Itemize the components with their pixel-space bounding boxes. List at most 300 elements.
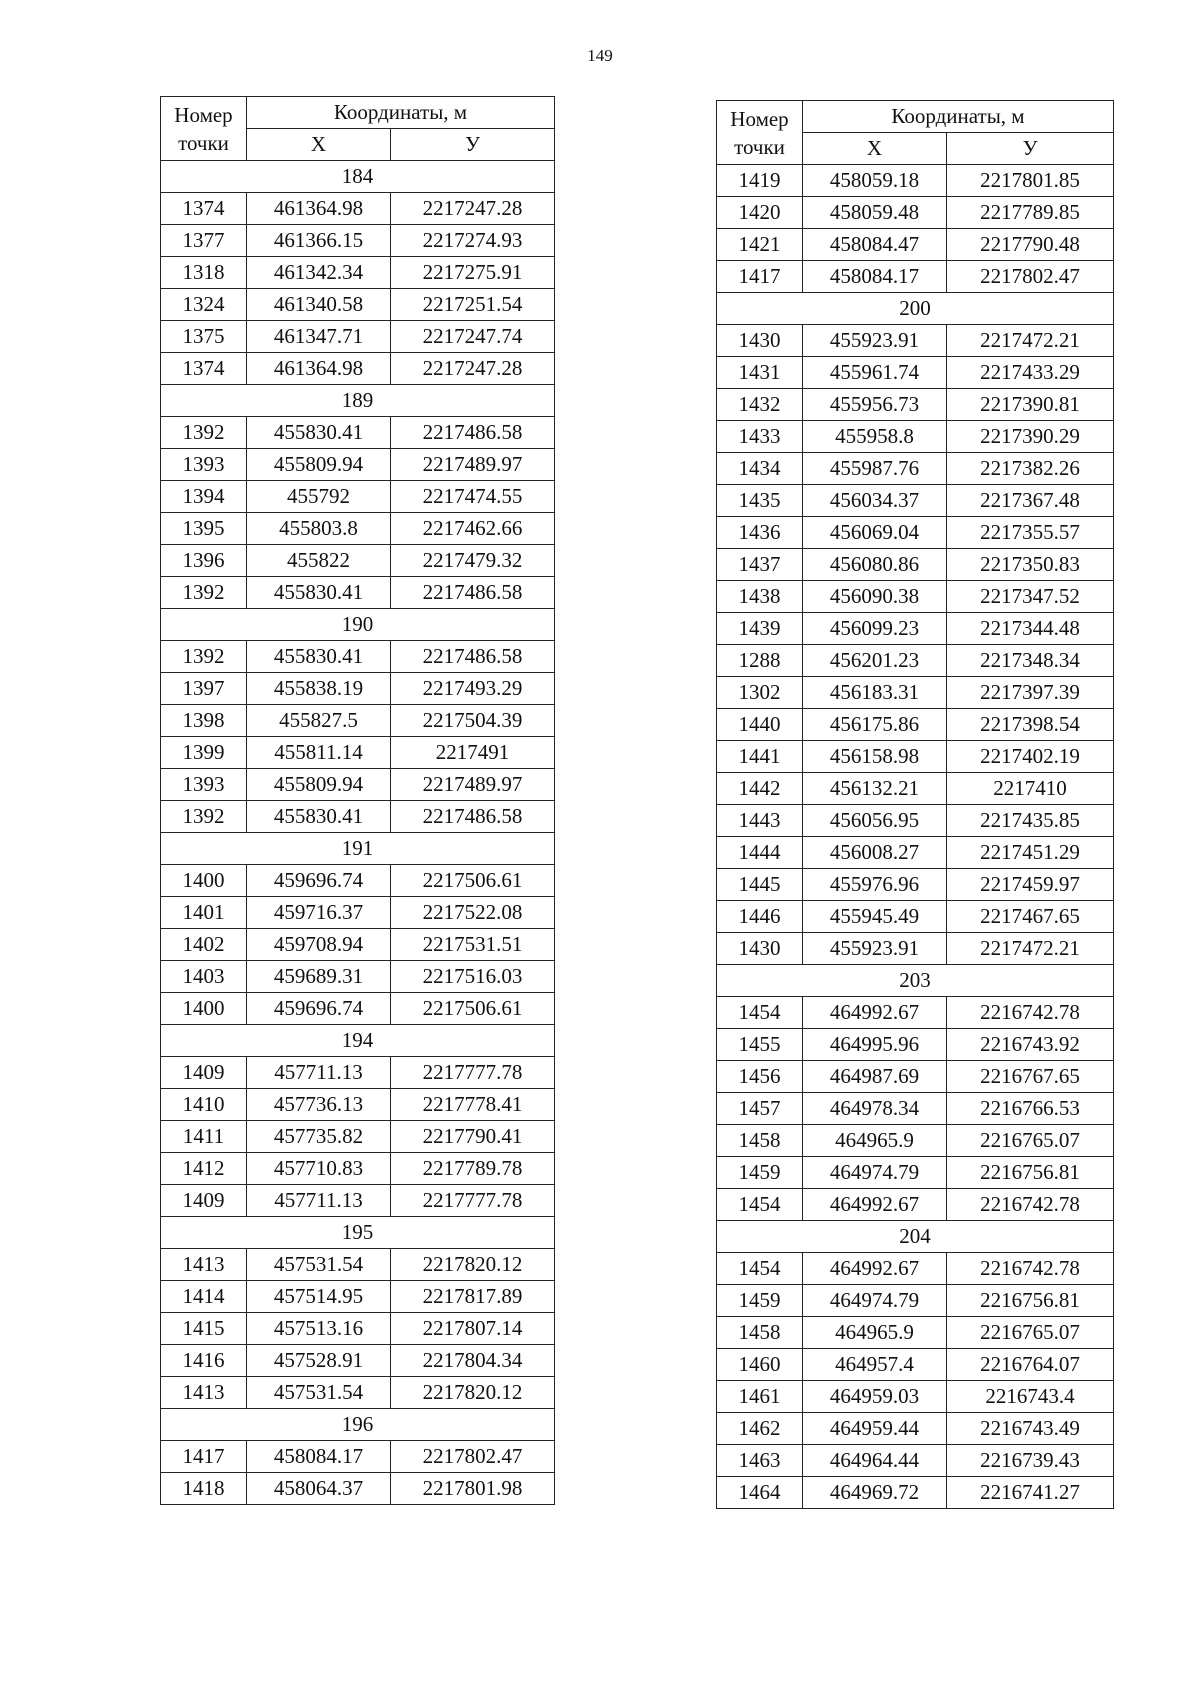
- point-number-cell: 1436: [717, 517, 803, 549]
- point-number-cell: 1458: [717, 1125, 803, 1157]
- point-number-cell: 1454: [717, 1253, 803, 1285]
- y-coordinate-cell: 2217817.89: [391, 1281, 555, 1313]
- table-row: [717, 197, 1114, 229]
- point-number-cell: 1458: [717, 1317, 803, 1349]
- group-number: 195: [161, 1217, 555, 1249]
- table-row: [717, 1381, 1114, 1413]
- point-number-cell: 1324: [161, 289, 247, 321]
- coordinates-table-left: [160, 96, 555, 1505]
- y-coordinate-cell: 2217486.58: [391, 641, 555, 673]
- table-row: [161, 1121, 555, 1153]
- table-row: [717, 613, 1114, 645]
- x-coordinate-cell: 457531.54: [247, 1249, 391, 1281]
- point-number-cell: 1446: [717, 901, 803, 933]
- group-header-row: [717, 293, 1114, 325]
- group-header-row: [717, 965, 1114, 997]
- y-coordinate-cell: 2216743.4: [947, 1381, 1114, 1413]
- x-coordinate-cell: 464965.9: [803, 1317, 947, 1349]
- table-row: [717, 549, 1114, 581]
- point-number-cell: 1374: [161, 353, 247, 385]
- point-number-cell: 1430: [717, 933, 803, 965]
- group-header-row: [161, 161, 555, 193]
- table-body-right: [717, 165, 1114, 1509]
- table-row: [717, 517, 1114, 549]
- x-coordinate-cell: 455923.91: [803, 933, 947, 965]
- y-coordinate-cell: 2217462.66: [391, 513, 555, 545]
- table-row: [717, 1317, 1114, 1349]
- point-number-cell: 1412: [161, 1153, 247, 1185]
- table-row: [161, 1057, 555, 1089]
- y-coordinate-cell: 2217486.58: [391, 577, 555, 609]
- coordinates-table-right: [716, 100, 1114, 1509]
- point-number-cell: 1456: [717, 1061, 803, 1093]
- y-coordinate-cell: 2217531.51: [391, 929, 555, 961]
- y-coordinate-cell: 2217435.85: [947, 805, 1114, 837]
- point-number-cell: 1459: [717, 1157, 803, 1189]
- point-number-cell: 1409: [161, 1185, 247, 1217]
- y-coordinate-cell: 2217251.54: [391, 289, 555, 321]
- point-number-cell: 1394: [161, 481, 247, 513]
- table-row: [161, 1153, 555, 1185]
- point-number-cell: 1464: [717, 1477, 803, 1509]
- point-number-cell: 1463: [717, 1445, 803, 1477]
- point-number-cell: 1437: [717, 549, 803, 581]
- point-number-cell: 1417: [717, 261, 803, 293]
- y-coordinate-cell: 2217474.55: [391, 481, 555, 513]
- table-row: [161, 417, 555, 449]
- point-number-cell: 1400: [161, 865, 247, 897]
- x-coordinate-cell: 464992.67: [803, 997, 947, 1029]
- table-row: [161, 801, 555, 833]
- y-coordinate-cell: 2216742.78: [947, 997, 1114, 1029]
- point-number-cell: 1441: [717, 741, 803, 773]
- y-coordinate-cell: 2217778.41: [391, 1089, 555, 1121]
- x-coordinate-cell: 464978.34: [803, 1093, 947, 1125]
- y-coordinate-cell: 2217489.97: [391, 449, 555, 481]
- y-coordinate-cell: 2217348.34: [947, 645, 1114, 677]
- y-coordinate-cell: 2217504.39: [391, 705, 555, 737]
- x-header: Х: [803, 133, 947, 165]
- header-number-line2: точки: [734, 134, 785, 159]
- point-number-cell: 1401: [161, 897, 247, 929]
- point-number-cell: 1430: [717, 325, 803, 357]
- point-number-cell: 1392: [161, 417, 247, 449]
- header-number-line2: точки: [178, 130, 229, 155]
- y-coordinate-cell: 2217247.28: [391, 353, 555, 385]
- y-coordinate-cell: 2217801.98: [391, 1473, 555, 1505]
- table-row: [717, 421, 1114, 453]
- table-row: [161, 737, 555, 769]
- x-coordinate-cell: 456158.98: [803, 741, 947, 773]
- x-coordinate-cell: 455809.94: [247, 769, 391, 801]
- y-coordinate-cell: 2217451.29: [947, 837, 1114, 869]
- table-row: [717, 581, 1114, 613]
- table-row: [161, 193, 555, 225]
- x-coordinate-cell: 458059.18: [803, 165, 947, 197]
- point-number-cell: 1409: [161, 1057, 247, 1089]
- group-header-row: [161, 833, 555, 865]
- x-coordinate-cell: 456175.86: [803, 709, 947, 741]
- x-coordinate-cell: 464987.69: [803, 1061, 947, 1093]
- x-coordinate-cell: 455827.5: [247, 705, 391, 737]
- table-row: [161, 257, 555, 289]
- y-coordinate-cell: 2217410: [947, 773, 1114, 805]
- y-coordinate-cell: 2216742.78: [947, 1253, 1114, 1285]
- point-number-cell: 1392: [161, 641, 247, 673]
- x-coordinate-cell: 455792: [247, 481, 391, 513]
- table-row: [717, 357, 1114, 389]
- y-coordinate-cell: 2217467.65: [947, 901, 1114, 933]
- y-coordinate-cell: 2216764.07: [947, 1349, 1114, 1381]
- y-coordinate-cell: 2217472.21: [947, 325, 1114, 357]
- header-number-line1: Номер: [174, 102, 233, 127]
- point-number-cell: 1374: [161, 193, 247, 225]
- table-row: [161, 545, 555, 577]
- point-number-cell: 1444: [717, 837, 803, 869]
- x-coordinate-cell: 457735.82: [247, 1121, 391, 1153]
- x-coordinate-cell: 457711.13: [247, 1057, 391, 1089]
- point-number-cell: 1413: [161, 1377, 247, 1409]
- point-number-cell: 1435: [717, 485, 803, 517]
- table-row: [717, 837, 1114, 869]
- table-row: [717, 1349, 1114, 1381]
- point-number-cell: 1393: [161, 769, 247, 801]
- point-number-cell: 1392: [161, 801, 247, 833]
- x-coordinate-cell: 455830.41: [247, 577, 391, 609]
- point-number-cell: 1438: [717, 581, 803, 613]
- coordinates-header: Координаты, м: [803, 101, 1114, 133]
- y-header: У: [947, 133, 1114, 165]
- table-row: [161, 321, 555, 353]
- table-row: [161, 1313, 555, 1345]
- point-number-cell: 1375: [161, 321, 247, 353]
- point-number-cell: 1459: [717, 1285, 803, 1317]
- y-coordinate-cell: 2217486.58: [391, 417, 555, 449]
- table-row: [717, 645, 1114, 677]
- x-coordinate-cell: 461342.34: [247, 257, 391, 289]
- table-row: [161, 865, 555, 897]
- header-number-line1: Номер: [730, 106, 789, 131]
- point-number-cell: 1411: [161, 1121, 247, 1153]
- x-coordinate-cell: 464959.44: [803, 1413, 947, 1445]
- table-row: [717, 453, 1114, 485]
- point-number-cell: 1445: [717, 869, 803, 901]
- table-row: [161, 577, 555, 609]
- y-coordinate-cell: 2217789.85: [947, 197, 1114, 229]
- point-number-cell: 1415: [161, 1313, 247, 1345]
- table-row: [161, 449, 555, 481]
- x-coordinate-cell: 464969.72: [803, 1477, 947, 1509]
- point-number-cell: 1440: [717, 709, 803, 741]
- page-number: 149: [587, 46, 613, 65]
- y-coordinate-cell: 2216741.27: [947, 1477, 1114, 1509]
- point-number-cell: 1318: [161, 257, 247, 289]
- x-coordinate-cell: 458084.17: [247, 1441, 391, 1473]
- x-coordinate-cell: 461347.71: [247, 321, 391, 353]
- table-row: [161, 641, 555, 673]
- group-number: 191: [161, 833, 555, 865]
- y-coordinate-cell: 2217390.81: [947, 389, 1114, 421]
- table-row: [717, 997, 1114, 1029]
- point-number-cell: 1434: [717, 453, 803, 485]
- table-row: [161, 705, 555, 737]
- point-number-cell: 1377: [161, 225, 247, 257]
- table-row: [161, 673, 555, 705]
- group-number: 196: [161, 1409, 555, 1441]
- group-number: 194: [161, 1025, 555, 1057]
- point-number-cell: 1398: [161, 705, 247, 737]
- table-row: [161, 481, 555, 513]
- x-coordinate-cell: 461364.98: [247, 353, 391, 385]
- x-coordinate-cell: 455923.91: [803, 325, 947, 357]
- table-row: [717, 165, 1114, 197]
- table-row: [717, 229, 1114, 261]
- x-coordinate-cell: 464965.9: [803, 1125, 947, 1157]
- y-coordinate-cell: 2216765.07: [947, 1317, 1114, 1349]
- table-row: [717, 773, 1114, 805]
- table-row: [717, 933, 1114, 965]
- point-number-cell: 1443: [717, 805, 803, 837]
- y-coordinate-cell: 2217491: [391, 737, 555, 769]
- x-coordinate-cell: 457528.91: [247, 1345, 391, 1377]
- point-number-header: [161, 97, 247, 161]
- group-header-row: [161, 1025, 555, 1057]
- point-number-cell: 1417: [161, 1441, 247, 1473]
- y-coordinate-cell: 2216743.49: [947, 1413, 1114, 1445]
- x-coordinate-cell: 455803.8: [247, 513, 391, 545]
- y-coordinate-cell: 2217382.26: [947, 453, 1114, 485]
- table-body-left: [161, 161, 555, 1505]
- table-row: [717, 1413, 1114, 1445]
- table-row: [717, 1125, 1114, 1157]
- x-coordinate-cell: 464992.67: [803, 1189, 947, 1221]
- x-coordinate-cell: 455830.41: [247, 641, 391, 673]
- table-row: [161, 289, 555, 321]
- y-coordinate-cell: 2217489.97: [391, 769, 555, 801]
- group-number: 189: [161, 385, 555, 417]
- x-coordinate-cell: 455822: [247, 545, 391, 577]
- point-number-cell: 1396: [161, 545, 247, 577]
- x-coordinate-cell: 456080.86: [803, 549, 947, 581]
- x-coordinate-cell: 464974.79: [803, 1157, 947, 1189]
- y-coordinate-cell: 2217807.14: [391, 1313, 555, 1345]
- x-coordinate-cell: 455838.19: [247, 673, 391, 705]
- table-row: [717, 1029, 1114, 1061]
- table-row: [161, 929, 555, 961]
- y-coordinate-cell: 2217344.48: [947, 613, 1114, 645]
- table-row: [717, 1157, 1114, 1189]
- table-row: [161, 1249, 555, 1281]
- x-coordinate-cell: 459696.74: [247, 865, 391, 897]
- point-number-cell: 1455: [717, 1029, 803, 1061]
- table-row: [717, 901, 1114, 933]
- table-row: [717, 1445, 1114, 1477]
- y-coordinate-cell: 2217789.78: [391, 1153, 555, 1185]
- x-coordinate-cell: 461340.58: [247, 289, 391, 321]
- point-number-cell: 1399: [161, 737, 247, 769]
- table-row: [161, 513, 555, 545]
- point-number-cell: 1460: [717, 1349, 803, 1381]
- table-row: [717, 805, 1114, 837]
- point-number-cell: 1442: [717, 773, 803, 805]
- table-row: [161, 1377, 555, 1409]
- group-header-row: [717, 1221, 1114, 1253]
- x-coordinate-cell: 455830.41: [247, 417, 391, 449]
- y-coordinate-cell: 2217459.97: [947, 869, 1114, 901]
- y-coordinate-cell: 2217486.58: [391, 801, 555, 833]
- x-coordinate-cell: 456069.04: [803, 517, 947, 549]
- y-coordinate-cell: 2216767.65: [947, 1061, 1114, 1093]
- coordinates-header: Координаты, м: [247, 97, 555, 129]
- x-coordinate-cell: 459689.31: [247, 961, 391, 993]
- x-coordinate-cell: 457711.13: [247, 1185, 391, 1217]
- point-number-cell: 1420: [717, 197, 803, 229]
- x-coordinate-cell: 458064.37: [247, 1473, 391, 1505]
- y-coordinate-cell: 2217522.08: [391, 897, 555, 929]
- point-number-cell: 1413: [161, 1249, 247, 1281]
- y-coordinate-cell: 2217367.48: [947, 485, 1114, 517]
- table-row: [161, 769, 555, 801]
- x-coordinate-cell: 456008.27: [803, 837, 947, 869]
- x-coordinate-cell: 458059.48: [803, 197, 947, 229]
- x-coordinate-cell: 457736.13: [247, 1089, 391, 1121]
- group-header-row: [161, 1217, 555, 1249]
- table-row: [161, 353, 555, 385]
- y-coordinate-cell: 2217347.52: [947, 581, 1114, 613]
- table-row: [161, 993, 555, 1025]
- table-row: [717, 869, 1114, 901]
- point-number-cell: 1439: [717, 613, 803, 645]
- y-coordinate-cell: 2217275.91: [391, 257, 555, 289]
- y-coordinate-cell: 2217398.54: [947, 709, 1114, 741]
- table-row: [717, 677, 1114, 709]
- x-coordinate-cell: 456099.23: [803, 613, 947, 645]
- y-coordinate-cell: 2217355.57: [947, 517, 1114, 549]
- x-coordinate-cell: 455811.14: [247, 737, 391, 769]
- group-header-row: [161, 385, 555, 417]
- x-coordinate-cell: 455830.41: [247, 801, 391, 833]
- x-coordinate-cell: 459708.94: [247, 929, 391, 961]
- x-coordinate-cell: 458084.47: [803, 229, 947, 261]
- x-coordinate-cell: 458084.17: [803, 261, 947, 293]
- point-number-cell: 1454: [717, 1189, 803, 1221]
- table-row: [161, 961, 555, 993]
- table-row: [717, 741, 1114, 773]
- point-number-cell: 1288: [717, 645, 803, 677]
- table-row: [161, 1185, 555, 1217]
- table-row: [161, 1345, 555, 1377]
- x-coordinate-cell: 456056.95: [803, 805, 947, 837]
- x-coordinate-cell: 464957.4: [803, 1349, 947, 1381]
- table-row: [717, 1061, 1114, 1093]
- group-header-row: [161, 1409, 555, 1441]
- x-coordinate-cell: 457514.95: [247, 1281, 391, 1313]
- table-row: [717, 1189, 1114, 1221]
- x-coordinate-cell: 455945.49: [803, 901, 947, 933]
- x-coordinate-cell: 456183.31: [803, 677, 947, 709]
- y-coordinate-cell: 2217402.19: [947, 741, 1114, 773]
- point-number-cell: 1397: [161, 673, 247, 705]
- group-number: 184: [161, 161, 555, 193]
- table-row: [161, 1281, 555, 1313]
- y-coordinate-cell: 2217479.32: [391, 545, 555, 577]
- y-coordinate-cell: 2217506.61: [391, 993, 555, 1025]
- point-number-cell: 1392: [161, 577, 247, 609]
- point-number-cell: 1432: [717, 389, 803, 421]
- y-coordinate-cell: 2216756.81: [947, 1157, 1114, 1189]
- y-coordinate-cell: 2217516.03: [391, 961, 555, 993]
- point-number-cell: 1418: [161, 1473, 247, 1505]
- table-row: [161, 897, 555, 929]
- y-coordinate-cell: 2216743.92: [947, 1029, 1114, 1061]
- table-row: [161, 225, 555, 257]
- x-coordinate-cell: 457531.54: [247, 1377, 391, 1409]
- y-header: У: [391, 129, 555, 161]
- table-row: [161, 1473, 555, 1505]
- group-header-row: [161, 609, 555, 641]
- y-coordinate-cell: 2217433.29: [947, 357, 1114, 389]
- point-number-cell: 1462: [717, 1413, 803, 1445]
- x-coordinate-cell: 455987.76: [803, 453, 947, 485]
- y-coordinate-cell: 2216765.07: [947, 1125, 1114, 1157]
- y-coordinate-cell: 2217472.21: [947, 933, 1114, 965]
- y-coordinate-cell: 2216756.81: [947, 1285, 1114, 1317]
- point-number-cell: 1393: [161, 449, 247, 481]
- x-coordinate-cell: 464992.67: [803, 1253, 947, 1285]
- point-number-cell: 1421: [717, 229, 803, 261]
- group-number: 190: [161, 609, 555, 641]
- y-coordinate-cell: 2217777.78: [391, 1057, 555, 1089]
- point-number-cell: 1416: [161, 1345, 247, 1377]
- point-number-cell: 1457: [717, 1093, 803, 1125]
- x-coordinate-cell: 455961.74: [803, 357, 947, 389]
- point-number-cell: 1302: [717, 677, 803, 709]
- point-number-header: [717, 101, 803, 165]
- y-coordinate-cell: 2216742.78: [947, 1189, 1114, 1221]
- y-coordinate-cell: 2217777.78: [391, 1185, 555, 1217]
- y-coordinate-cell: 2217802.47: [947, 261, 1114, 293]
- x-coordinate-cell: 464964.44: [803, 1445, 947, 1477]
- y-coordinate-cell: 2217801.85: [947, 165, 1114, 197]
- y-coordinate-cell: 2217390.29: [947, 421, 1114, 453]
- point-number-cell: 1400: [161, 993, 247, 1025]
- table-row: [161, 1441, 555, 1473]
- y-coordinate-cell: 2216766.53: [947, 1093, 1114, 1125]
- table-row: [717, 709, 1114, 741]
- x-coordinate-cell: 457710.83: [247, 1153, 391, 1185]
- x-coordinate-cell: 455976.96: [803, 869, 947, 901]
- x-coordinate-cell: 455958.8: [803, 421, 947, 453]
- table-row: [717, 261, 1114, 293]
- x-coordinate-cell: 455809.94: [247, 449, 391, 481]
- y-coordinate-cell: 2217350.83: [947, 549, 1114, 581]
- table-row: [717, 1093, 1114, 1125]
- point-number-cell: 1414: [161, 1281, 247, 1313]
- point-number-cell: 1461: [717, 1381, 803, 1413]
- y-coordinate-cell: 2217790.41: [391, 1121, 555, 1153]
- x-coordinate-cell: 456090.38: [803, 581, 947, 613]
- table-row: [717, 1253, 1114, 1285]
- point-number-cell: 1402: [161, 929, 247, 961]
- y-coordinate-cell: 2217820.12: [391, 1377, 555, 1409]
- x-coordinate-cell: 464974.79: [803, 1285, 947, 1317]
- group-number: 200: [717, 293, 1114, 325]
- y-coordinate-cell: 2217506.61: [391, 865, 555, 897]
- group-number: 204: [717, 1221, 1114, 1253]
- point-number-cell: 1431: [717, 357, 803, 389]
- x-coordinate-cell: 456034.37: [803, 485, 947, 517]
- y-coordinate-cell: 2217493.29: [391, 673, 555, 705]
